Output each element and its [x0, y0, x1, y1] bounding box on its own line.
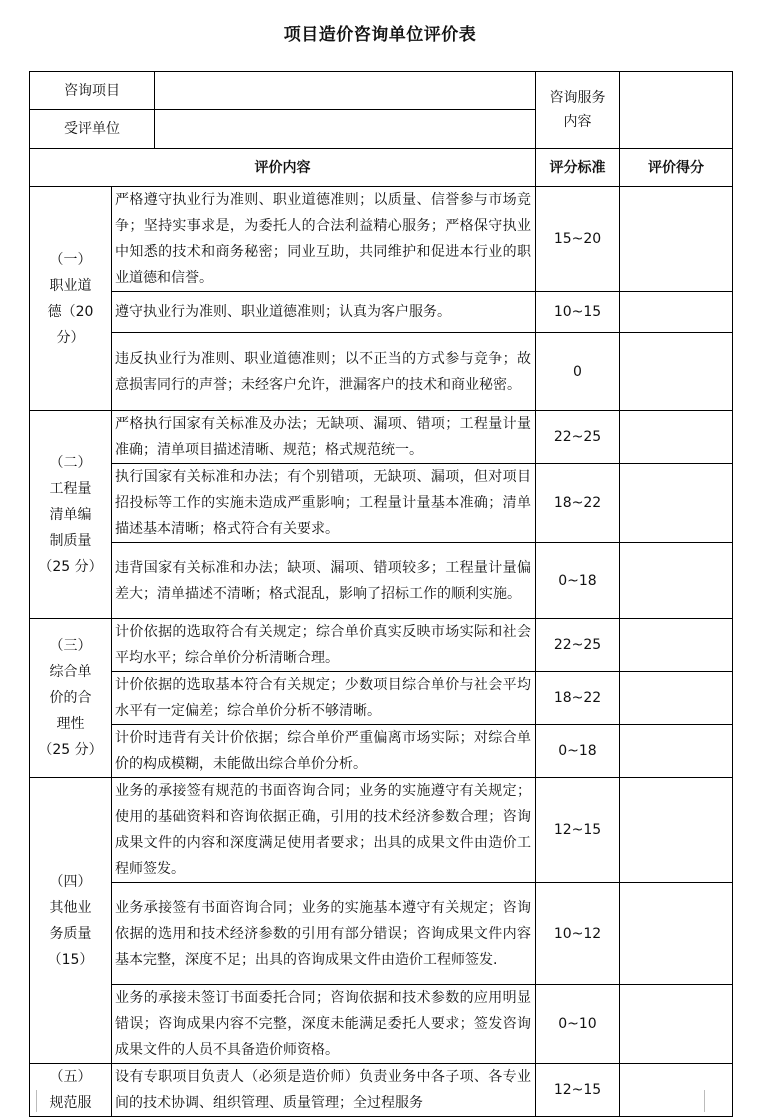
score-range: 22~25: [536, 411, 620, 464]
table-row: [30, 985, 733, 1064]
criterion-text: 违背国家有关标准和办法；缺项、漏项、错项较多；工程量计量偏差大；清单描述不清晰；格式混乱，影响了招标工作的顺利实施。: [112, 543, 536, 619]
criterion-text: 业务的承接签有规范的书面咨询合同；业务的实施遵守有关规定；使用的基础资料和咨询依据正确，引用的技术经济参数合理；咨询成果文件的内容和深度满足使用者要求；出具的成果文件由造价工程师签发。: [112, 778, 536, 883]
page-corner-mark-left: [14, 1090, 37, 1112]
project-label: 咨询项目: [64, 82, 120, 99]
table-row: [30, 883, 733, 985]
score-range: 0~10: [536, 985, 620, 1064]
score-range: 12~15: [536, 778, 620, 883]
header-score: 评价得分: [620, 149, 733, 187]
info-row-project: [30, 72, 733, 110]
criterion-text: 业务承接签有书面咨询合同；业务的实施基本遵守有关规定；咨询依据的选用和技术经济参数的引用有部分错误；咨询成果文件内容基本完整，深度不足；出具的咨询成果文件由造价工程师签发.: [112, 883, 536, 985]
table-row: [30, 778, 733, 883]
evaluation-table: [29, 71, 733, 1117]
score-range: 10~15: [536, 292, 620, 333]
table-row: [30, 543, 733, 619]
unit-value-cell[interactable]: [155, 110, 536, 149]
unit-label-cell: [30, 110, 155, 149]
header-content: 评价内容: [30, 149, 536, 187]
score-input[interactable]: [620, 883, 733, 985]
criterion-text: 计价时违背有关计价依据；综合单价严重偏离市场实际；对综合单价的构成模糊，未能做出综合单价分析。: [112, 725, 536, 778]
table-row: [30, 187, 733, 292]
table-row: [30, 292, 733, 333]
criterion-text: 设有专职项目负责人（必须是造价师）负责业务中各子项、各专业间的技术协调、组织管理、质量管理；全过程服务: [112, 1064, 536, 1117]
score-input[interactable]: [620, 778, 733, 883]
category-label-5: （五） 规范服: [30, 1064, 112, 1117]
unit-label: 受评单位: [64, 121, 120, 137]
score-range: 18~22: [536, 464, 620, 543]
criterion-text: 严格执行国家有关标准及办法；无缺项、漏项、错项；工程量计量准确；清单项目描述清晰、规范；格式规范统一。: [112, 411, 536, 464]
score-range: 22~25: [536, 619, 620, 672]
category-label-4: （四） 其他业 务质量 （15）: [30, 778, 112, 1064]
project-value-cell[interactable]: [155, 72, 536, 110]
table-row: [30, 672, 733, 725]
service-label-line2: 内容: [563, 114, 592, 130]
score-input[interactable]: [620, 543, 733, 619]
score-range: 15~20: [536, 187, 620, 292]
service-label-cell: [536, 72, 620, 149]
criterion-text: 遵守执业行为准则、职业道德准则；认真为客户服务。: [112, 292, 536, 333]
score-input[interactable]: [620, 985, 733, 1064]
score-input[interactable]: [620, 725, 733, 778]
table-row: [30, 725, 733, 778]
score-input[interactable]: [620, 672, 733, 725]
project-label-cell: [30, 72, 155, 110]
criterion-text: 执行国家有关标准和办法；有个别错项，无缺项、漏项，但对项目招投标等工作的实施未造成严重影响；工程量计量基本准确；清单描述基本清晰；格式符合有关要求。: [112, 464, 536, 543]
score-range: 18~22: [536, 672, 620, 725]
criterion-text: 计价依据的选取符合有关规定；综合单价真实反映市场实际和社会平均水平；综合单价分析清晰合理。: [112, 619, 536, 672]
score-input[interactable]: [620, 292, 733, 333]
page-corner-mark-right: [704, 1090, 727, 1112]
category-label-3: （三） 综合单 价的合 理性 （25 分）: [30, 619, 112, 778]
score-input[interactable]: [620, 619, 733, 672]
table-row: [30, 619, 733, 672]
table-row: [30, 1064, 733, 1117]
score-input[interactable]: [620, 411, 733, 464]
page-title: 项目造价咨询单位评价表: [283, 25, 477, 45]
score-input[interactable]: [620, 464, 733, 543]
score-range: 0: [536, 333, 620, 411]
criterion-text: 违反执业行为准则、职业道德准则；以不正当的方式参与竞争；故意损害同行的声誉；未经客户允许，泄漏客户的技术和商业秘密。: [112, 333, 536, 411]
criterion-text: 计价依据的选取基本符合有关规定；少数项目综合单价与社会平均水平有一定偏差；综合单价分析不够清晰。: [112, 672, 536, 725]
score-range: 0~18: [536, 725, 620, 778]
table-row: [30, 333, 733, 411]
criterion-text: 严格遵守执业行为准则、职业道德准则；以质量、信誉参与市场竞争；坚持实事求是，为委托人的合法利益精心服务；严格保守执业中知悉的技术和商务秘密；同业互助，共同维护和促进本行业的职业道德和信誉。: [112, 187, 536, 292]
category-label-2: （二） 工程量 清单编 制质量 （25 分）: [30, 411, 112, 619]
table-row: [30, 464, 733, 543]
service-label-line1: 咨询服务: [549, 90, 606, 106]
table-row: [30, 411, 733, 464]
score-range: 10~12: [536, 883, 620, 985]
header-standard: 评分标准: [536, 149, 620, 187]
score-input[interactable]: [620, 333, 733, 411]
score-range: 0~18: [536, 543, 620, 619]
service-value-cell[interactable]: [620, 72, 733, 149]
category-label-1: （一） 职业道 德（20 分）: [30, 187, 112, 411]
header-row: [30, 149, 733, 187]
score-range: 12~15: [536, 1064, 620, 1117]
score-input[interactable]: [620, 187, 733, 292]
criterion-text: 业务的承接未签订书面委托合同；咨询依据和技术参数的应用明显错误；咨询成果内容不完整，深度未能满足委托人要求；签发咨询成果文件的人员不具备造价师资格。: [112, 985, 536, 1064]
